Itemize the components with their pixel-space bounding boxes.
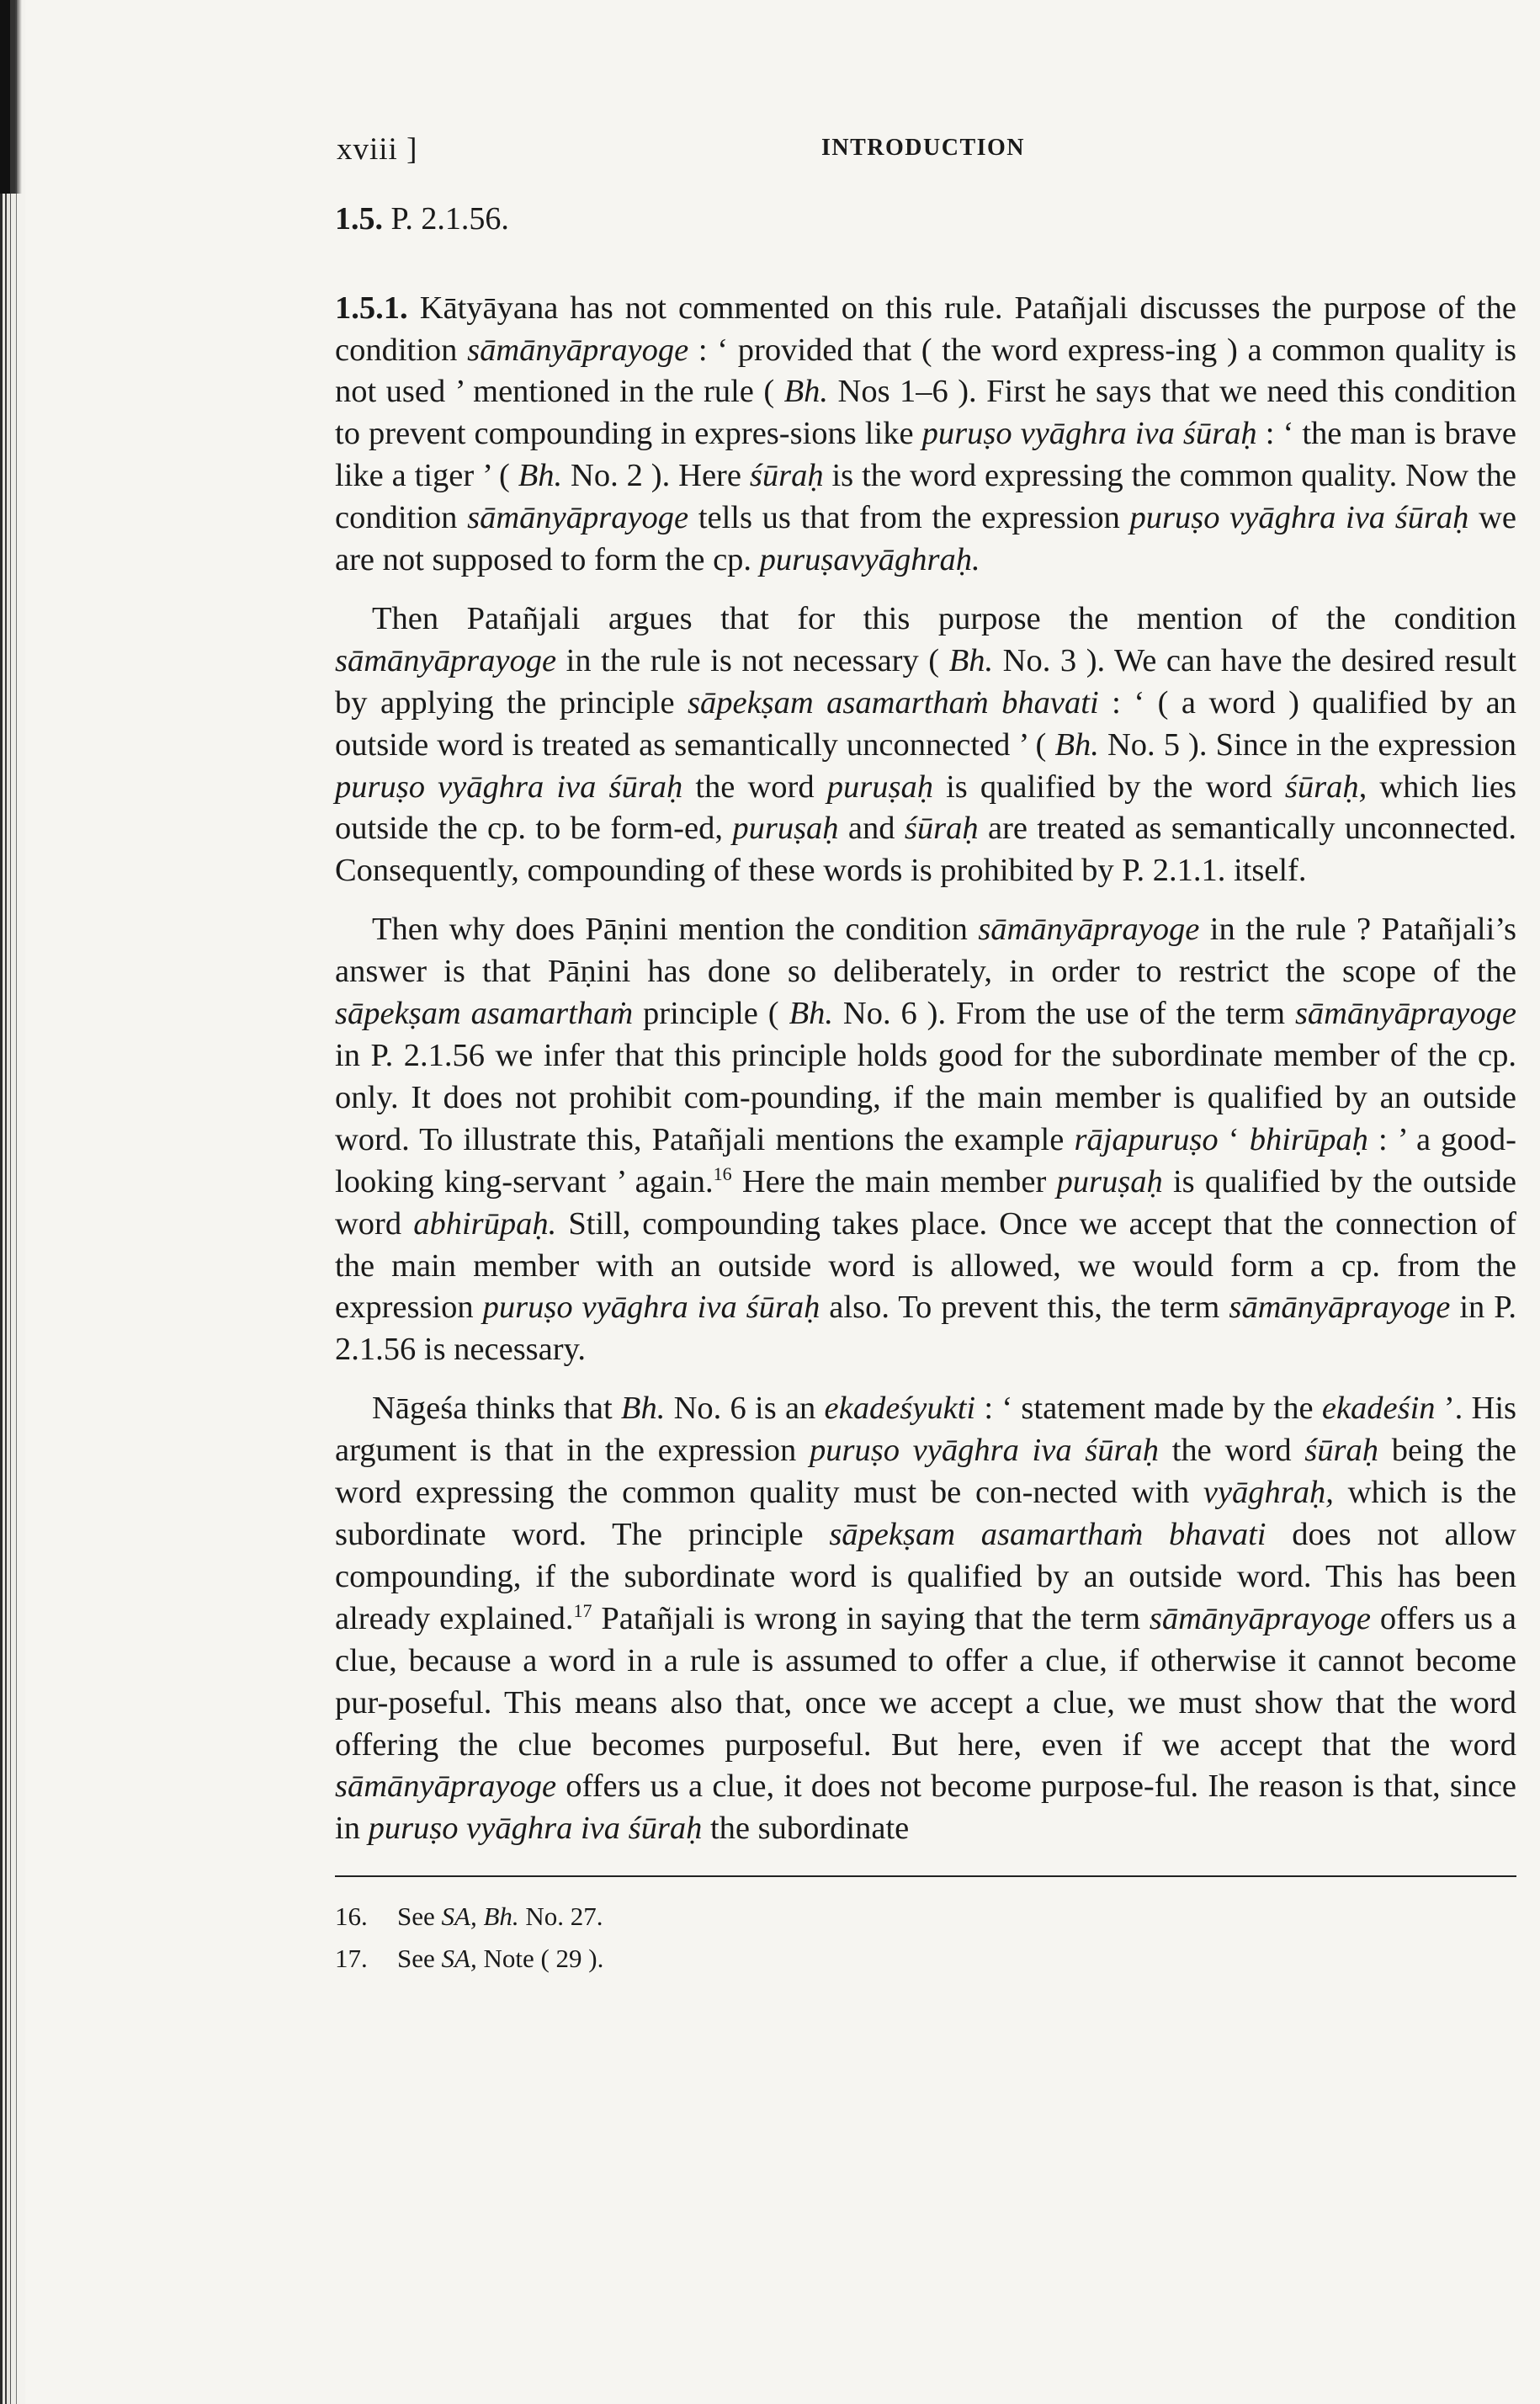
sanskrit-term: bhirūpaḥ bbox=[1249, 1121, 1368, 1157]
text-run: we are not supposed to form the cp. bbox=[335, 500, 1517, 578]
text-run: is qualified by the outside word bbox=[335, 1163, 1516, 1242]
text-run: Here the main member bbox=[731, 1163, 1057, 1199]
sanskrit-term: sāmānyāprayoge bbox=[467, 332, 689, 368]
text-run: Still, compounding takes place. Once we accept that the connection of the main member with an outside word is allowed, we would form a cp. from the expression bbox=[335, 1205, 1517, 1326]
text-run: See bbox=[397, 1901, 442, 1932]
sanskrit-term: śūraḥ bbox=[749, 458, 824, 494]
sanskrit-term: puruṣo vyāghra iva śūraḥ bbox=[921, 416, 1257, 452]
sanskrit-term: sāmānyāprayoge bbox=[1294, 996, 1516, 1032]
text-run: in the rule is not necessary ( bbox=[556, 642, 949, 678]
section-number: 1.5. bbox=[335, 201, 383, 237]
citation-abbrev: SA, bbox=[441, 1901, 477, 1932]
text-run: the subordinate bbox=[702, 1811, 910, 1847]
text-run: Kātyāyana has not commented on this rule. Patañjali discusses the purpose of the condition bbox=[335, 290, 1516, 368]
sanskrit-term: rājapuruṣo bbox=[1074, 1121, 1219, 1157]
subsection-number: 1.5.1. bbox=[335, 290, 408, 326]
sanskrit-term: sāpekṣam asamarthaṁ bbox=[335, 996, 634, 1032]
sanskrit-term: sāmānyāprayoge bbox=[1229, 1290, 1451, 1326]
footnotes bbox=[335, 1896, 1516, 1980]
sanskrit-term: puruṣo vyāghra iva śūraḥ bbox=[335, 769, 683, 805]
text-run: Note ( 29 ). bbox=[476, 1944, 604, 1974]
sanskrit-term: puruṣaḥ bbox=[826, 769, 933, 805]
running-head bbox=[335, 126, 1516, 168]
text-run: No. 27. bbox=[518, 1901, 603, 1932]
text-run: in the rule ? Patañjali’s answer is that Pāṇini has done so deliberately, in order to restrict the scope of the bbox=[335, 912, 1516, 990]
text-run: ’. His argument is that in the expression bbox=[335, 1391, 1516, 1469]
paragraph-3 bbox=[335, 909, 1516, 1371]
text-run: : ‘ ( a word ) qualified by an outside word is treated as semantically unconnected ’ ( bbox=[335, 684, 1517, 763]
footnote-ref-16[interactable]: 16 bbox=[713, 1162, 732, 1184]
text-run: No. 3 ). We can have the desired result by applying the principle bbox=[335, 642, 1517, 721]
sanskrit-term: puruṣo vyāghra iva śūraḥ bbox=[810, 1433, 1159, 1469]
paragraph-4 bbox=[335, 1388, 1516, 1850]
sanskrit-term: puruṣo vyāghra iva śūraḥ bbox=[368, 1811, 703, 1847]
book-page bbox=[335, 126, 1516, 1980]
sanskrit-term: ekadeśin bbox=[1321, 1391, 1436, 1427]
sanskrit-term: puruṣo vyāghra iva śūraḥ bbox=[1129, 500, 1469, 536]
text-run: which lies outside the cp. to be form-ed, bbox=[335, 769, 1516, 847]
text-run: No. 5 ). Since in the expression bbox=[1098, 726, 1516, 763]
text-run: principle ( bbox=[633, 996, 789, 1032]
text-run: being the word expressing the common quality must be con-nected with bbox=[335, 1433, 1517, 1511]
text-run: is the word expressing the common quality. Now the condition bbox=[335, 458, 1516, 536]
citation-abbrev: Bh. bbox=[789, 996, 833, 1032]
sanskrit-term: puruṣaḥ bbox=[732, 811, 839, 847]
sanskrit-term: puruṣavyāghraḥ. bbox=[759, 542, 980, 578]
text-run: Patañjali is wrong in saying that the term bbox=[592, 1600, 1150, 1636]
text-run: No. 6 is an bbox=[665, 1391, 825, 1427]
text-run: No. 6 ). From the use of the term bbox=[832, 996, 1295, 1032]
paragraph-1 bbox=[335, 288, 1516, 582]
sanskrit-term: śūraḥ, bbox=[1284, 769, 1367, 805]
citation-abbrev: Bh. bbox=[620, 1391, 666, 1427]
scan-binding-shadow bbox=[0, 0, 22, 194]
sanskrit-term: śūraḥ bbox=[1304, 1433, 1379, 1469]
text-run: Nos 1–6 ). First he says that we need this condition to prevent compounding in expres-sions like bbox=[335, 374, 1517, 452]
sanskrit-term: sāpekṣam asamarthaṁ bhavati bbox=[829, 1516, 1267, 1552]
sanskrit-term: sāmānyāprayoge bbox=[335, 1768, 557, 1805]
section-heading bbox=[335, 200, 1516, 239]
text-run: See bbox=[397, 1944, 442, 1974]
text-run: in P. 2.1.56 is necessary. bbox=[335, 1290, 1517, 1368]
text-run: offers us a clue, it does not become purpose-ful. Ihe reason is that, since in bbox=[335, 1768, 1516, 1847]
sanskrit-term: puruṣaḥ bbox=[1056, 1163, 1163, 1199]
footnote-number: 17. bbox=[335, 1944, 368, 1974]
text-run: ‘ bbox=[1218, 1121, 1250, 1157]
text-run: : ‘ the man is brave like a tiger ’ ( bbox=[335, 416, 1517, 494]
scan-binding-edge bbox=[0, 0, 25, 2404]
text-run: and bbox=[838, 811, 905, 847]
text-run: are treated as semantically unconnected. Consequently, compounding of these words is prohibited by P. 2.1.1. itself. bbox=[335, 811, 1516, 889]
footnote-number: 16. bbox=[335, 1901, 368, 1932]
sanskrit-term: vyāghraḥ, bbox=[1203, 1475, 1334, 1511]
text-run: : ‘ provided that ( the word express-ing ) a common quality is not used ’ mentioned in the rule ( bbox=[335, 332, 1516, 410]
sanskrit-term: sāmānyāprayoge bbox=[335, 642, 557, 678]
footnote-rule bbox=[335, 1875, 1516, 1877]
citation-abbrev: Bh. bbox=[948, 642, 994, 678]
text-run: : ‘ statement made by the bbox=[975, 1391, 1322, 1427]
sanskrit-term: ekadeśyukti bbox=[824, 1391, 976, 1427]
page-folio: xviii ] bbox=[337, 132, 418, 167]
citation-abbrev: Bh. bbox=[518, 458, 563, 494]
running-head-title: INTRODUCTION bbox=[821, 135, 1026, 161]
text-run: offers us a clue, because a word in a rule is assumed to offer a clue, if otherwise it cannot become pur-poseful. This means also that, once we accept a clue, we must show that the word offering the clue becomes purposeful. But here, even if we accept that the word bbox=[335, 1600, 1516, 1763]
citation-abbrev: Bh. bbox=[1054, 726, 1099, 763]
text-run: tells us that from the expression bbox=[688, 500, 1130, 536]
sanskrit-term: sāpekṣam asamarthaṁ bhavati bbox=[688, 684, 1099, 721]
sanskrit-term: sāmānyāprayoge bbox=[978, 912, 1200, 948]
text-run: No. 2 ). Here bbox=[562, 458, 750, 494]
text-run: Then why does Pāṇini mention the condition bbox=[372, 912, 979, 948]
text-run: the word bbox=[1159, 1433, 1305, 1469]
paragraph-2 bbox=[335, 598, 1516, 892]
text-run: Nāgeśa thinks that bbox=[372, 1391, 621, 1427]
text-run: the word bbox=[682, 769, 827, 805]
text-run: : ’ a good-looking king-servant ’ again. bbox=[335, 1121, 1516, 1199]
sanskrit-term: sāmānyāprayoge bbox=[467, 500, 689, 536]
text-run: Then Patañjali argues that for this purpose the mention of the condition bbox=[372, 600, 1516, 636]
text-run: in P. 2.1.56 we infer that this principle holds good for the subordinate member of the cp. only. It does not prohibit com-pounding, if the main member is qualified by an outside word. To illustrate this, Patañjali mentions the example bbox=[335, 1038, 1516, 1157]
footnote-17 bbox=[335, 1938, 1516, 1980]
citation-abbrev: SA, bbox=[441, 1944, 477, 1974]
sanskrit-term: abhirūpaḥ. bbox=[413, 1205, 557, 1242]
text-run: does not allow compounding, if the subordinate word is qualified by an outside word. This has been already explained. bbox=[335, 1516, 1516, 1636]
footnote-16 bbox=[335, 1896, 1516, 1938]
citation-abbrev: Bh. bbox=[783, 374, 829, 410]
sanskrit-term: śūraḥ bbox=[904, 811, 979, 847]
section-rule: P. 2.1.56. bbox=[390, 201, 509, 237]
text-run: is qualified by the word bbox=[932, 769, 1285, 805]
footnote-ref-17[interactable]: 17 bbox=[573, 1599, 592, 1621]
text-run: which is the subordinate word. The principle bbox=[335, 1475, 1516, 1552]
citation-abbrev: Bh. bbox=[483, 1901, 519, 1932]
sanskrit-term: sāmānyāprayoge bbox=[1149, 1600, 1371, 1636]
text-run: also. To prevent this, the term bbox=[820, 1290, 1229, 1326]
sanskrit-term: puruṣo vyāghra iva śūraḥ bbox=[482, 1290, 820, 1326]
